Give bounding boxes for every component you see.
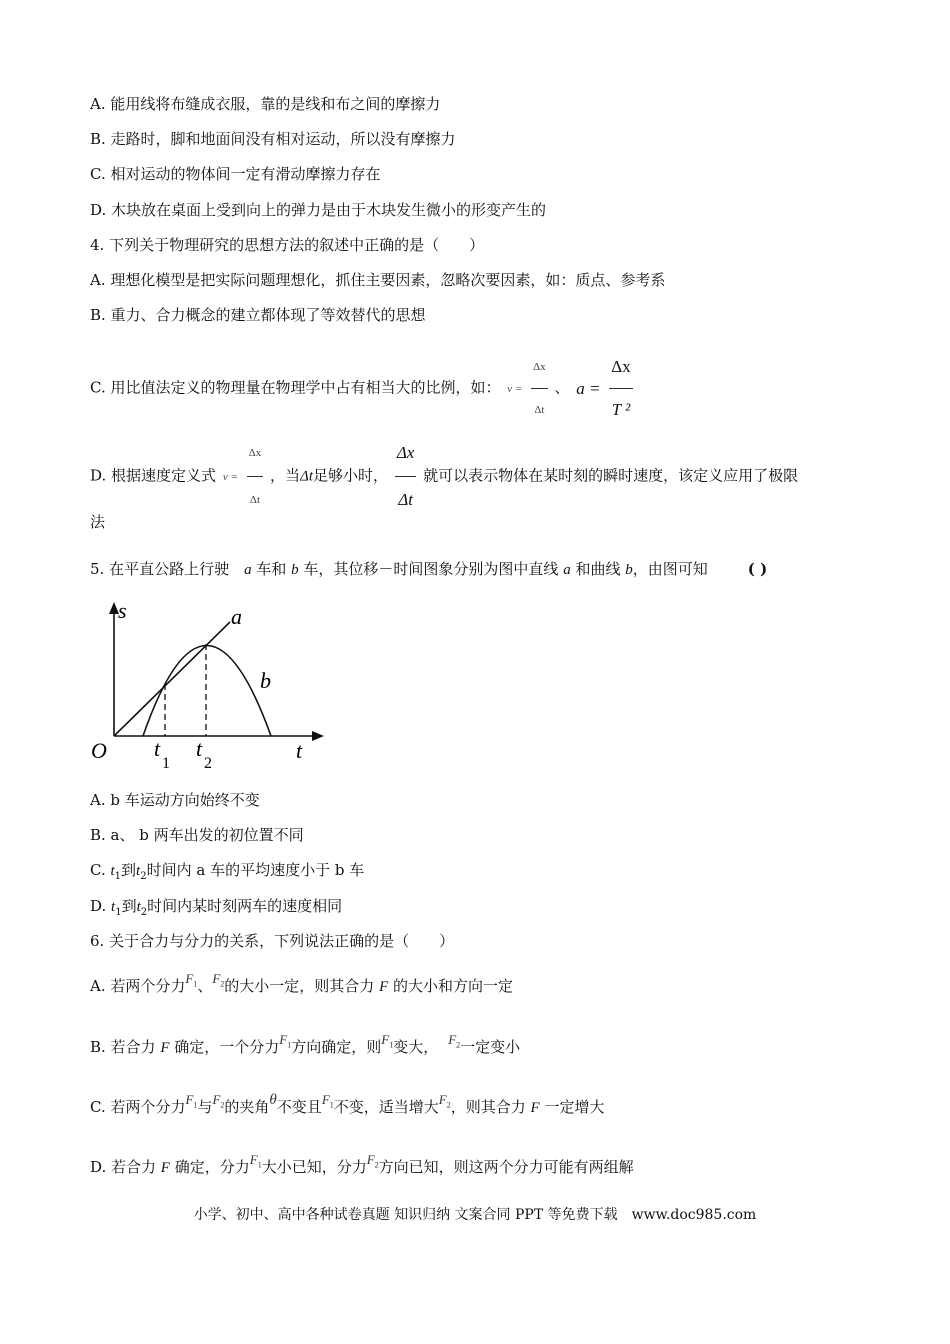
q4-option-b: B. 重力、合力概念的建立都体现了等效替代的思想	[90, 306, 426, 324]
q5-option-a: A. b 车运动方向始终不变	[90, 791, 260, 809]
q6-option-d: D. 若合力 F 确定，分力$F_1$大小已知，分力$F_2$方向已知，则这两个分力可能有两组解	[90, 1152, 634, 1176]
q6-option-a: A. 若两个分力$F_1$、$F_2$的大小一定，则其合力 F 的大小和方向一定	[90, 971, 514, 995]
t1-label: t	[154, 736, 161, 761]
a-label: a	[231, 604, 242, 629]
s-label: s	[118, 600, 127, 623]
t-label: t	[296, 738, 303, 763]
q5-stem: 5. 在平直公路上行驶 a 车和 b 车，其位移－时间图象分别为图中直线 a 和曲线 b，由图可知 ( )	[90, 560, 768, 578]
t2-label: t	[196, 736, 203, 761]
q5-option-b: B. a、 b 两车出发的初位置不同	[90, 826, 304, 844]
q4-stem: 4. 下列关于物理研究的思想方法的叙述中正确的是（ ）	[90, 236, 485, 254]
q3-option-b: B. 走路时，脚和地面间没有相对运动，所以没有摩擦力	[90, 130, 456, 148]
q4-option-c	[90, 346, 635, 431]
q4-option-a: A. 理想化模型是把实际问题理想化，抓住主要因素，忽略次要因素，如：质点、参考系	[90, 271, 666, 289]
t2-subscript: 2	[204, 755, 212, 772]
q6-option-b: B. 若合力 F 确定，一个分力$F_1$方向确定，则$F_1$变大， $F_2$一定变小	[90, 1032, 521, 1056]
formula-a-label: a =	[576, 378, 601, 398]
q6-option-c: C. 若两个分力$F_1$与$F_2$的夹角θ不变且$F_1$不变，适当增大$F_2$，则其合力 F 一定增大	[90, 1092, 605, 1116]
q4-d-mid2: 足够小时，	[313, 466, 389, 485]
formula-v-fraction-2: $\frac{\Delta x}{\Delta t}$	[247, 430, 264, 523]
q4-d-delta-t: Δt	[300, 468, 314, 485]
formula-dx-dt: $\frac{\Delta x}{\Delta t}$	[395, 430, 417, 523]
q6-stem: 6. 关于合力与分力的关系，下列说法正确的是（ ）	[90, 932, 455, 950]
q4-option-d	[90, 430, 798, 523]
q5-option-d: D. $t_1$到$t_2$时间内某时刻两车的速度相同	[90, 897, 343, 918]
q4-c-separator: 、	[554, 378, 570, 397]
formula-v-label-2: v =	[222, 470, 238, 483]
formula-v-label: v =	[507, 382, 523, 395]
t1-subscript: 1	[162, 755, 170, 772]
line-a	[114, 622, 230, 736]
t-axis-arrow	[312, 731, 324, 741]
formula-a-fraction: $\frac{\Delta x}{\text{T ²}}$	[609, 346, 632, 431]
q4-option-d-wrap: 法	[90, 513, 106, 531]
q3-option-d: D. 木块放在桌面上受到向上的弹力是由于木块发生微小的形变产生的	[90, 201, 547, 219]
q4-d-text: D. 根据速度定义式	[90, 466, 217, 485]
q3-option-a: A. 能用线将布缝成衣服，靠的是线和布之间的摩擦力	[90, 95, 441, 113]
q4-d-post: 就可以表示物体在某时刻的瞬时速度，该定义应用了极限	[423, 466, 799, 485]
position-time-graph	[88, 600, 338, 780]
curve-b	[143, 646, 271, 737]
origin-label: O	[91, 738, 107, 763]
page-footer: 小学、初中、高中各种试卷真题 知识归纳 文案合同 PPT 等免费下载 www.doc985.com	[193, 1207, 757, 1223]
q4-d-mid1: ，当	[270, 466, 301, 485]
q4-c-text: C. 用比值法定义的物理量在物理学中占有相当大的比例，如：	[90, 378, 501, 397]
q3-option-c: C. 相对运动的物体间一定有滑动摩擦力存在	[90, 165, 381, 183]
q5-option-c: C. $t_1$到$t_2$时间内 a 车的平均速度小于 b 车	[90, 861, 365, 882]
formula-v-fraction: $\frac{\Delta x}{\Delta t}$	[531, 346, 548, 431]
b-label: b	[260, 668, 271, 693]
